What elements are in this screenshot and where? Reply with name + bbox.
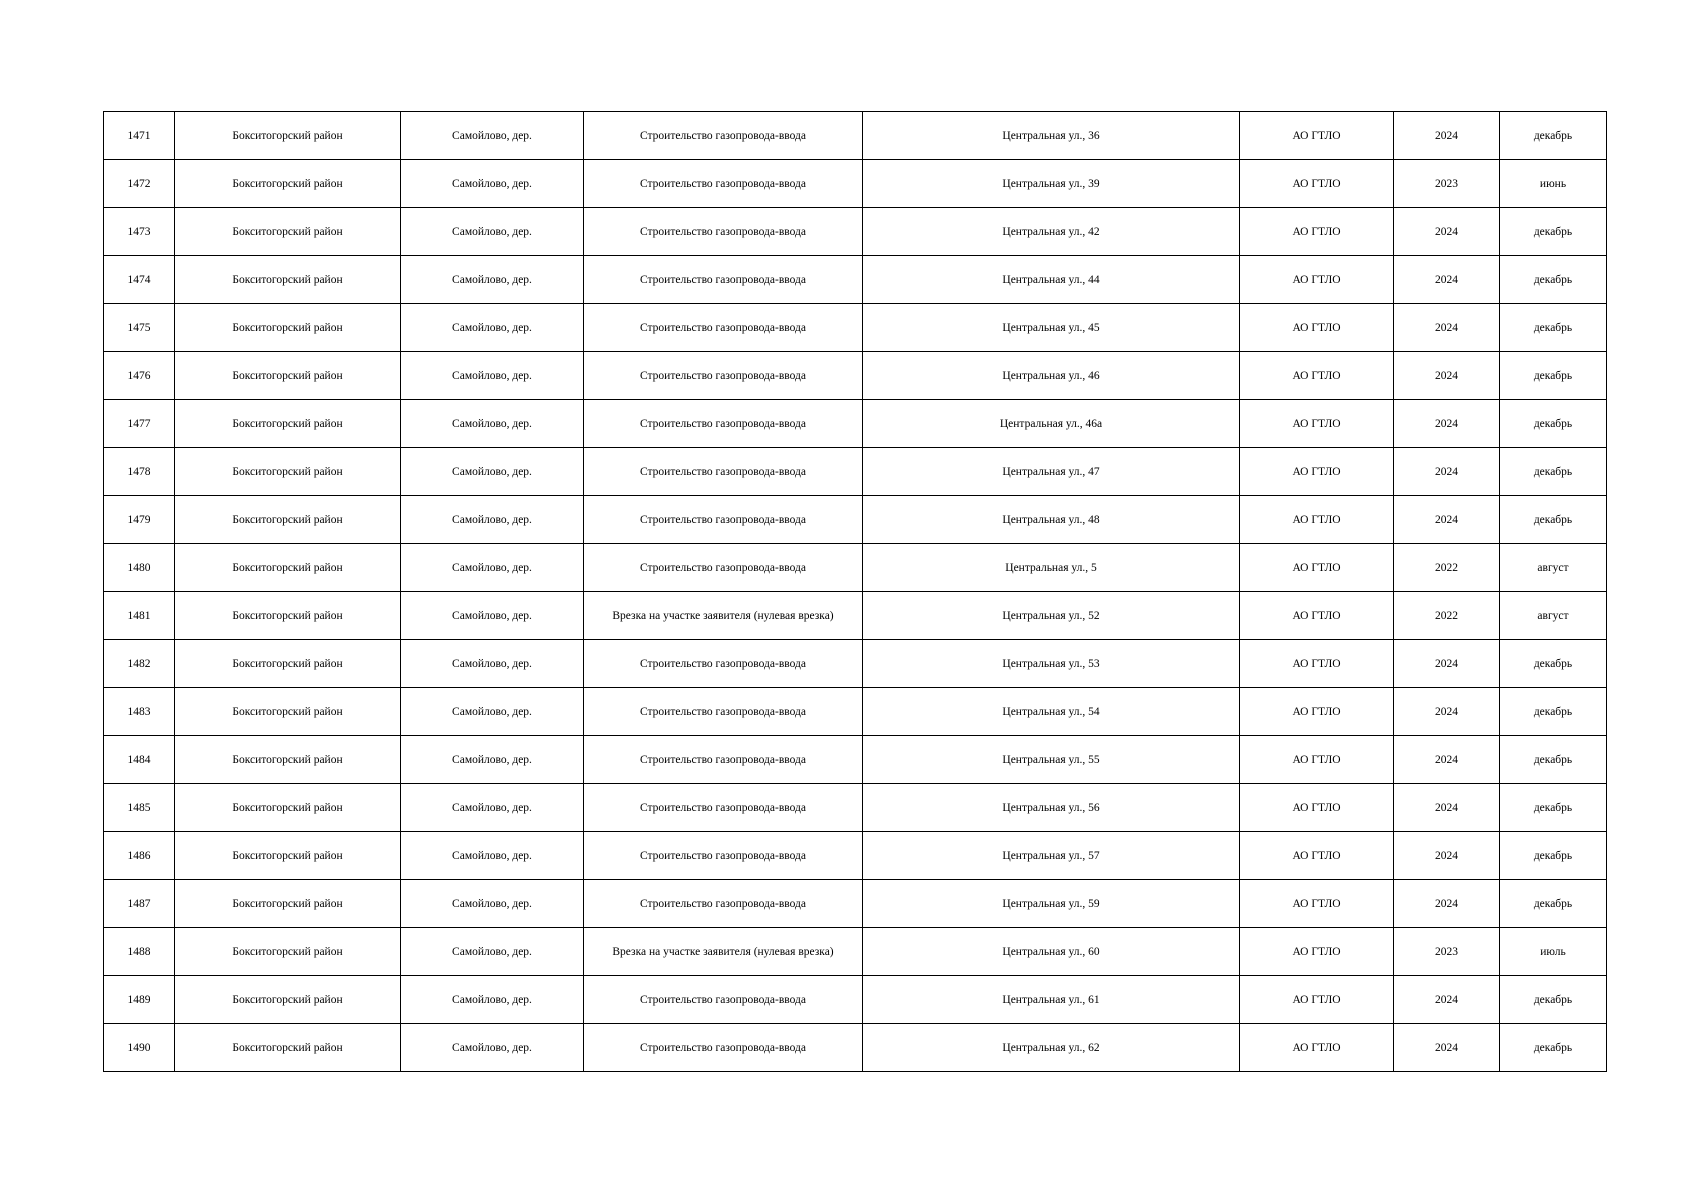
table-row	[104, 592, 1607, 640]
district-cell: Бокситогорский район	[175, 304, 401, 352]
row-number-cell: 1483	[104, 688, 175, 736]
work-type-cell: Врезка на участке заявителя (нулевая врезка)	[584, 928, 863, 976]
month-cell: декабрь	[1500, 1024, 1607, 1072]
work-type-cell: Строительство газопровода-ввода	[584, 784, 863, 832]
address-cell: Центральная ул., 55	[863, 736, 1240, 784]
row-number-cell: 1478	[104, 448, 175, 496]
row-number-cell: 1490	[104, 1024, 175, 1072]
year-cell: 2024	[1394, 688, 1500, 736]
address-cell: Центральная ул., 36	[863, 112, 1240, 160]
year-cell: 2024	[1394, 1024, 1500, 1072]
work-type-cell: Строительство газопровода-ввода	[584, 160, 863, 208]
table-row	[104, 640, 1607, 688]
table-row	[104, 880, 1607, 928]
district-cell: Бокситогорский район	[175, 544, 401, 592]
table-row	[104, 448, 1607, 496]
month-cell: декабрь	[1500, 688, 1607, 736]
work-type-cell: Строительство газопровода-ввода	[584, 112, 863, 160]
address-cell: Центральная ул., 54	[863, 688, 1240, 736]
row-number-cell: 1481	[104, 592, 175, 640]
district-cell: Бокситогорский район	[175, 736, 401, 784]
organization-cell: АО ГТЛО	[1240, 640, 1394, 688]
month-cell: июнь	[1500, 160, 1607, 208]
organization-cell: АО ГТЛО	[1240, 352, 1394, 400]
district-cell: Бокситогорский район	[175, 496, 401, 544]
year-cell: 2024	[1394, 448, 1500, 496]
locality-cell: Самойлово, дер.	[401, 736, 584, 784]
address-cell: Центральная ул., 52	[863, 592, 1240, 640]
year-cell: 2024	[1394, 976, 1500, 1024]
work-type-cell: Строительство газопровода-ввода	[584, 304, 863, 352]
year-cell: 2024	[1394, 880, 1500, 928]
month-cell: декабрь	[1500, 832, 1607, 880]
organization-cell: АО ГТЛО	[1240, 160, 1394, 208]
address-cell: Центральная ул., 44	[863, 256, 1240, 304]
address-cell: Центральная ул., 39	[863, 160, 1240, 208]
organization-cell: АО ГТЛО	[1240, 544, 1394, 592]
month-cell: декабрь	[1500, 400, 1607, 448]
district-cell: Бокситогорский район	[175, 976, 401, 1024]
table-row	[104, 352, 1607, 400]
district-cell: Бокситогорский район	[175, 832, 401, 880]
address-cell: Центральная ул., 46	[863, 352, 1240, 400]
year-cell: 2024	[1394, 352, 1500, 400]
locality-cell: Самойлово, дер.	[401, 352, 584, 400]
address-cell: Центральная ул., 46а	[863, 400, 1240, 448]
address-cell: Центральная ул., 45	[863, 304, 1240, 352]
organization-cell: АО ГТЛО	[1240, 592, 1394, 640]
organization-cell: АО ГТЛО	[1240, 448, 1394, 496]
locality-cell: Самойлово, дер.	[401, 208, 584, 256]
month-cell: декабрь	[1500, 112, 1607, 160]
row-number-cell: 1487	[104, 880, 175, 928]
row-number-cell: 1473	[104, 208, 175, 256]
table-row	[104, 784, 1607, 832]
address-cell: Центральная ул., 5	[863, 544, 1240, 592]
row-number-cell: 1472	[104, 160, 175, 208]
district-cell: Бокситогорский район	[175, 208, 401, 256]
district-cell: Бокситогорский район	[175, 352, 401, 400]
organization-cell: АО ГТЛО	[1240, 208, 1394, 256]
address-cell: Центральная ул., 60	[863, 928, 1240, 976]
row-number-cell: 1482	[104, 640, 175, 688]
work-type-cell: Строительство газопровода-ввода	[584, 352, 863, 400]
work-type-cell: Строительство газопровода-ввода	[584, 1024, 863, 1072]
address-cell: Центральная ул., 61	[863, 976, 1240, 1024]
month-cell: декабрь	[1500, 976, 1607, 1024]
locality-cell: Самойлово, дер.	[401, 112, 584, 160]
table-body	[104, 112, 1607, 1072]
organization-cell: АО ГТЛО	[1240, 1024, 1394, 1072]
locality-cell: Самойлово, дер.	[401, 256, 584, 304]
organization-cell: АО ГТЛО	[1240, 256, 1394, 304]
work-type-cell: Строительство газопровода-ввода	[584, 640, 863, 688]
district-cell: Бокситогорский район	[175, 640, 401, 688]
month-cell: август	[1500, 592, 1607, 640]
table-row	[104, 976, 1607, 1024]
year-cell: 2024	[1394, 784, 1500, 832]
table-row	[104, 256, 1607, 304]
locality-cell: Самойлово, дер.	[401, 160, 584, 208]
district-cell: Бокситогорский район	[175, 688, 401, 736]
table-row	[104, 832, 1607, 880]
table-row	[104, 112, 1607, 160]
organization-cell: АО ГТЛО	[1240, 880, 1394, 928]
table-row	[104, 400, 1607, 448]
month-cell: декабрь	[1500, 304, 1607, 352]
table-row	[104, 160, 1607, 208]
table-row	[104, 208, 1607, 256]
row-number-cell: 1475	[104, 304, 175, 352]
district-cell: Бокситогорский район	[175, 160, 401, 208]
month-cell: декабрь	[1500, 448, 1607, 496]
address-cell: Центральная ул., 42	[863, 208, 1240, 256]
year-cell: 2024	[1394, 640, 1500, 688]
table-row	[104, 544, 1607, 592]
row-number-cell: 1477	[104, 400, 175, 448]
work-type-cell: Строительство газопровода-ввода	[584, 400, 863, 448]
row-number-cell: 1474	[104, 256, 175, 304]
row-number-cell: 1484	[104, 736, 175, 784]
table-row	[104, 736, 1607, 784]
table-row	[104, 304, 1607, 352]
district-cell: Бокситогорский район	[175, 880, 401, 928]
year-cell: 2024	[1394, 736, 1500, 784]
address-cell: Центральная ул., 62	[863, 1024, 1240, 1072]
row-number-cell: 1486	[104, 832, 175, 880]
district-cell: Бокситогорский район	[175, 784, 401, 832]
locality-cell: Самойлово, дер.	[401, 496, 584, 544]
year-cell: 2024	[1394, 208, 1500, 256]
table-row	[104, 496, 1607, 544]
row-number-cell: 1489	[104, 976, 175, 1024]
row-number-cell: 1485	[104, 784, 175, 832]
organization-cell: АО ГТЛО	[1240, 736, 1394, 784]
organization-cell: АО ГТЛО	[1240, 304, 1394, 352]
district-cell: Бокситогорский район	[175, 1024, 401, 1072]
table-row	[104, 688, 1607, 736]
year-cell: 2024	[1394, 832, 1500, 880]
district-cell: Бокситогорский район	[175, 928, 401, 976]
district-cell: Бокситогорский район	[175, 592, 401, 640]
year-cell: 2024	[1394, 112, 1500, 160]
table-row	[104, 1024, 1607, 1072]
organization-cell: АО ГТЛО	[1240, 112, 1394, 160]
locality-cell: Самойлово, дер.	[401, 688, 584, 736]
organization-cell: АО ГТЛО	[1240, 688, 1394, 736]
gasification-table	[103, 111, 1607, 1072]
work-type-cell: Строительство газопровода-ввода	[584, 496, 863, 544]
locality-cell: Самойлово, дер.	[401, 784, 584, 832]
work-type-cell: Строительство газопровода-ввода	[584, 976, 863, 1024]
work-type-cell: Строительство газопровода-ввода	[584, 880, 863, 928]
organization-cell: АО ГТЛО	[1240, 928, 1394, 976]
month-cell: декабрь	[1500, 496, 1607, 544]
locality-cell: Самойлово, дер.	[401, 880, 584, 928]
row-number-cell: 1479	[104, 496, 175, 544]
locality-cell: Самойлово, дер.	[401, 304, 584, 352]
district-cell: Бокситогорский район	[175, 448, 401, 496]
locality-cell: Самойлово, дер.	[401, 928, 584, 976]
organization-cell: АО ГТЛО	[1240, 832, 1394, 880]
address-cell: Центральная ул., 47	[863, 448, 1240, 496]
year-cell: 2023	[1394, 928, 1500, 976]
year-cell: 2024	[1394, 256, 1500, 304]
locality-cell: Самойлово, дер.	[401, 832, 584, 880]
locality-cell: Самойлово, дер.	[401, 400, 584, 448]
address-cell: Центральная ул., 56	[863, 784, 1240, 832]
month-cell: июль	[1500, 928, 1607, 976]
work-type-cell: Врезка на участке заявителя (нулевая врезка)	[584, 592, 863, 640]
district-cell: Бокситогорский район	[175, 256, 401, 304]
locality-cell: Самойлово, дер.	[401, 592, 584, 640]
month-cell: декабрь	[1500, 880, 1607, 928]
month-cell: август	[1500, 544, 1607, 592]
year-cell: 2022	[1394, 544, 1500, 592]
organization-cell: АО ГТЛО	[1240, 496, 1394, 544]
work-type-cell: Строительство газопровода-ввода	[584, 544, 863, 592]
locality-cell: Самойлово, дер.	[401, 640, 584, 688]
year-cell: 2024	[1394, 400, 1500, 448]
address-cell: Центральная ул., 59	[863, 880, 1240, 928]
district-cell: Бокситогорский район	[175, 400, 401, 448]
work-type-cell: Строительство газопровода-ввода	[584, 736, 863, 784]
locality-cell: Самойлово, дер.	[401, 976, 584, 1024]
address-cell: Центральная ул., 53	[863, 640, 1240, 688]
locality-cell: Самойлово, дер.	[401, 448, 584, 496]
table-row	[104, 928, 1607, 976]
work-type-cell: Строительство газопровода-ввода	[584, 256, 863, 304]
organization-cell: АО ГТЛО	[1240, 784, 1394, 832]
work-type-cell: Строительство газопровода-ввода	[584, 832, 863, 880]
address-cell: Центральная ул., 48	[863, 496, 1240, 544]
row-number-cell: 1471	[104, 112, 175, 160]
row-number-cell: 1488	[104, 928, 175, 976]
month-cell: декабрь	[1500, 352, 1607, 400]
locality-cell: Самойлово, дер.	[401, 1024, 584, 1072]
month-cell: декабрь	[1500, 208, 1607, 256]
year-cell: 2024	[1394, 304, 1500, 352]
month-cell: декабрь	[1500, 736, 1607, 784]
month-cell: декабрь	[1500, 784, 1607, 832]
locality-cell: Самойлово, дер.	[401, 544, 584, 592]
year-cell: 2022	[1394, 592, 1500, 640]
organization-cell: АО ГТЛО	[1240, 976, 1394, 1024]
month-cell: декабрь	[1500, 256, 1607, 304]
month-cell: декабрь	[1500, 640, 1607, 688]
work-type-cell: Строительство газопровода-ввода	[584, 448, 863, 496]
year-cell: 2023	[1394, 160, 1500, 208]
district-cell: Бокситогорский район	[175, 112, 401, 160]
year-cell: 2024	[1394, 496, 1500, 544]
address-cell: Центральная ул., 57	[863, 832, 1240, 880]
row-number-cell: 1476	[104, 352, 175, 400]
work-type-cell: Строительство газопровода-ввода	[584, 208, 863, 256]
organization-cell: АО ГТЛО	[1240, 400, 1394, 448]
work-type-cell: Строительство газопровода-ввода	[584, 688, 863, 736]
row-number-cell: 1480	[104, 544, 175, 592]
